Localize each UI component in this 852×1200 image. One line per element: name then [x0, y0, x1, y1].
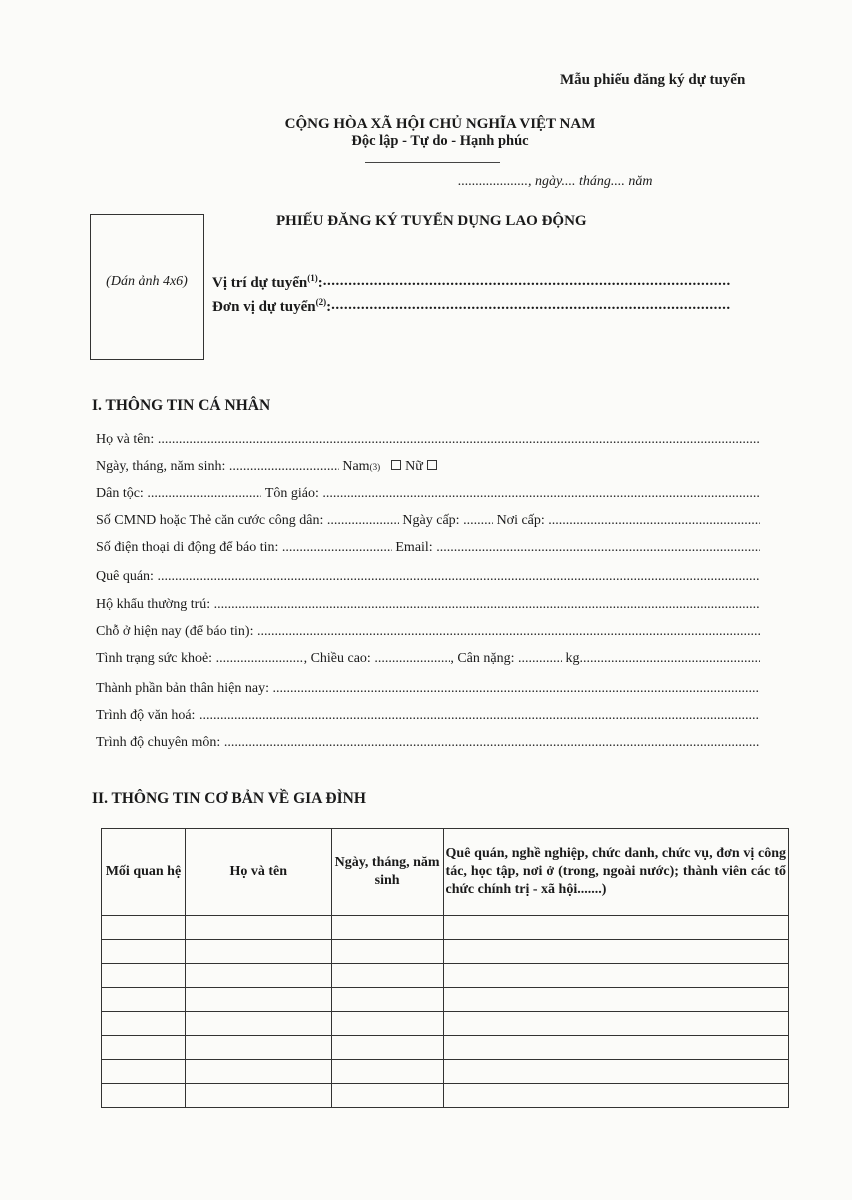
table-row	[102, 988, 789, 1012]
table-cell[interactable]	[443, 1012, 788, 1036]
family-table	[101, 828, 789, 1108]
table-cell[interactable]	[102, 988, 186, 1012]
table-cell[interactable]	[331, 988, 443, 1012]
table-cell[interactable]	[443, 940, 788, 964]
male-note: (3)	[369, 462, 381, 472]
table-row	[102, 940, 789, 964]
section2-heading: II. THÔNG TIN CƠ BẢN VỀ GIA ĐÌNH	[92, 790, 366, 807]
female-checkbox[interactable]	[427, 460, 437, 470]
male-checkbox[interactable]	[391, 460, 401, 470]
issue-place-label: Nơi cấp:	[496, 513, 545, 528]
date-line: ...................., ngày.... tháng.... năm	[458, 174, 653, 189]
ethnicity-label: Dân tộc:	[96, 486, 144, 501]
health-label: Tình trạng sức khoẻ:	[96, 651, 213, 666]
table-cell[interactable]	[443, 1060, 788, 1084]
ethnicity-field[interactable]	[96, 486, 760, 502]
table-cell[interactable]	[102, 964, 186, 988]
full-name-label: Họ và tên:	[96, 432, 155, 447]
current-address-label: Chỗ ở hiện nay (để báo tin):	[96, 624, 254, 639]
table-cell[interactable]	[102, 1060, 186, 1084]
table-cell[interactable]	[331, 940, 443, 964]
residence-label: Hộ khẩu thường trú:	[96, 597, 211, 612]
table-cell[interactable]	[102, 916, 186, 940]
nation-title: CỘNG HÒA XÃ HỘI CHỦ NGHĨA VIỆT NAM	[284, 116, 596, 132]
table-cell[interactable]	[443, 1084, 788, 1108]
photo-box	[90, 214, 204, 360]
table-cell[interactable]	[185, 1036, 331, 1060]
email-label: Email:	[395, 540, 433, 555]
position-note: (1)	[307, 273, 318, 283]
background-label: Thành phần bản thân hiện nay:	[96, 681, 270, 696]
table-cell[interactable]	[443, 964, 788, 988]
table-row	[102, 1012, 789, 1036]
phone-field[interactable]	[96, 540, 760, 556]
table-cell[interactable]	[331, 964, 443, 988]
qualification-label: Trình độ chuyên môn:	[96, 735, 221, 750]
form-title: PHIẾU ĐĂNG KÝ TUYỂN DỤNG LAO ĐỘNG	[276, 213, 587, 229]
motto: Độc lập - Tự do - Hạnh phúc	[351, 133, 529, 149]
unit-label: Đơn vị dự tuyển	[212, 299, 316, 315]
motto-divider	[365, 162, 500, 163]
unit-field[interactable]: Đơn vị dự tuyển$^{(2)}$: .....	[212, 297, 730, 316]
photo-label: (Dán ảnh 4x6)	[106, 274, 188, 289]
unit-dots	[331, 297, 730, 316]
background-field[interactable]	[96, 681, 760, 697]
col-full-name: Họ và tên	[185, 829, 331, 916]
table-cell[interactable]	[331, 1012, 443, 1036]
position-field[interactable]: Vị trí dự tuyển$^{(1)}$: .....	[212, 273, 730, 292]
hometown-label: Quê quán:	[96, 569, 154, 584]
col-dob: Ngày, tháng, năm sinh	[331, 829, 443, 916]
hometown-field[interactable]	[96, 569, 760, 585]
dob-label: Ngày, tháng, năm sinh:	[96, 459, 226, 474]
weight-unit: kg	[565, 651, 580, 666]
weight-label: Cân nặng:	[457, 651, 515, 666]
table-cell[interactable]	[443, 916, 788, 940]
issue-date-label: Ngày cấp:	[402, 513, 460, 528]
religion-label: Tôn giáo:	[264, 486, 319, 501]
dob-field[interactable]	[96, 459, 760, 475]
unit-note: (2)	[315, 297, 327, 307]
table-cell[interactable]	[185, 1084, 331, 1108]
table-cell[interactable]	[185, 916, 331, 940]
id-card-field[interactable]	[96, 513, 760, 529]
table-cell[interactable]	[331, 1084, 443, 1108]
height-label: Chiều cao:	[310, 651, 371, 666]
male-label: Nam	[342, 459, 370, 474]
form-name: Mẫu phiếu đăng ký dự tuyển	[560, 72, 746, 88]
table-cell[interactable]	[185, 940, 331, 964]
family-table-header	[102, 829, 789, 916]
col-details: Quê quán, nghề nghiệp, chức danh, chức vụ, đơn vị công tác, học tập, nơi ở (trong, ngoài nước); thành viên các tổ chức chính trị - xã hội.......)	[443, 829, 788, 916]
id-card-label: Số CMND hoặc Thẻ căn cước công dân:	[96, 513, 324, 528]
table-row	[102, 1084, 789, 1108]
table-cell[interactable]	[443, 988, 788, 1012]
table-cell[interactable]	[102, 1084, 186, 1108]
table-cell[interactable]	[185, 1012, 331, 1036]
table-cell[interactable]	[185, 1060, 331, 1084]
table-cell[interactable]	[185, 988, 331, 1012]
current-address-field[interactable]	[96, 624, 760, 640]
table-cell[interactable]	[331, 1036, 443, 1060]
residence-field[interactable]	[96, 597, 760, 613]
table-row	[102, 1036, 789, 1060]
table-cell[interactable]	[102, 1012, 186, 1036]
table-row	[102, 1060, 789, 1084]
table-cell[interactable]	[443, 1036, 788, 1060]
position-dots	[323, 273, 730, 292]
full-name-field[interactable]	[96, 432, 760, 448]
table-row	[102, 964, 789, 988]
section1-heading: I. THÔNG TIN CÁ NHÂN	[92, 397, 271, 414]
table-cell[interactable]	[102, 940, 186, 964]
female-label: Nữ	[405, 459, 423, 474]
table-cell[interactable]	[331, 1060, 443, 1084]
qualification-field[interactable]	[96, 735, 760, 751]
table-row	[102, 916, 789, 940]
col-relation: Mối quan hệ	[102, 829, 186, 916]
phone-label: Số điện thoại di động để báo tin:	[96, 540, 279, 555]
position-label: Vị trí dự tuyển	[212, 275, 308, 291]
health-field[interactable]: Tình trạng sức khoẻ: ..... , Chiều cao: ..... , Cân nặng: ..... kg .....	[96, 651, 760, 667]
table-cell[interactable]	[102, 1036, 186, 1060]
table-cell[interactable]	[185, 964, 331, 988]
education-label: Trình độ văn hoá:	[96, 708, 196, 723]
education-field[interactable]	[96, 708, 760, 724]
table-cell[interactable]	[331, 916, 443, 940]
